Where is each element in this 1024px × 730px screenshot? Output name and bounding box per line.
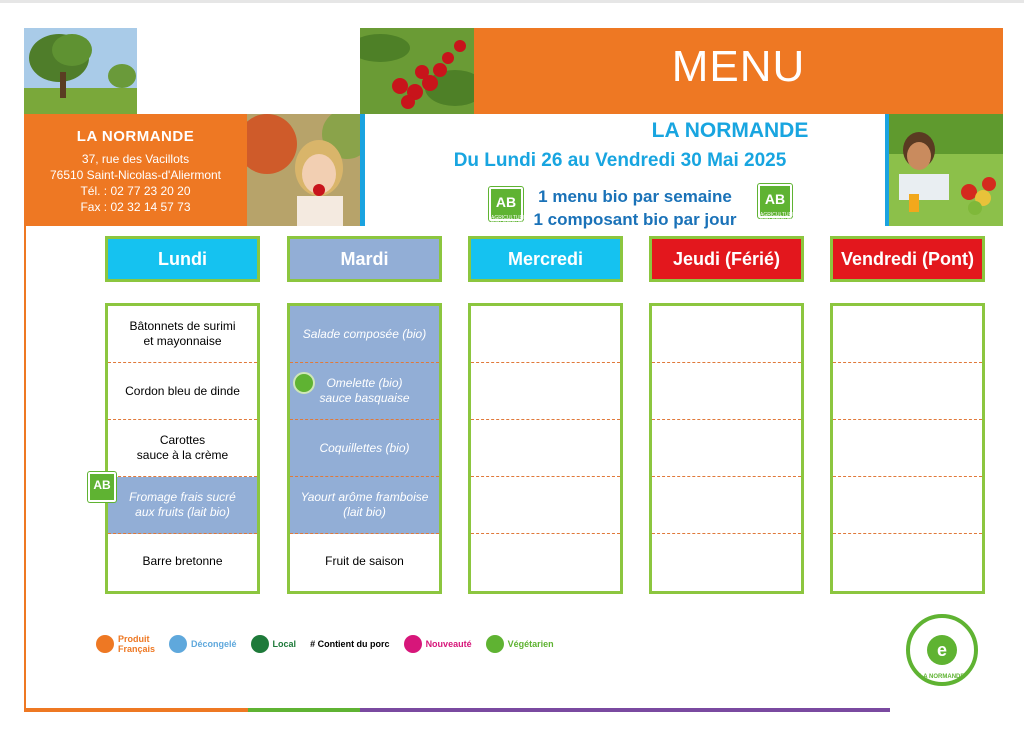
cherries-photo [360, 28, 474, 114]
menu-item: Carottes sauce à la crème [108, 420, 257, 477]
address-fax: Fax : 02 32 14 57 73 [80, 200, 191, 214]
day-column [287, 303, 442, 594]
menu-item [471, 306, 620, 363]
legend-item [169, 635, 237, 653]
bio-line-1: 1 menu bio par semaine [538, 187, 732, 206]
menu-item [833, 534, 982, 589]
produit-francais-icon [96, 635, 114, 653]
menu-item [471, 534, 620, 589]
legend-item [486, 635, 554, 653]
menu-item [652, 363, 801, 420]
legend [96, 634, 554, 654]
legend-item [310, 639, 390, 649]
menu-item [833, 477, 982, 534]
day-column [649, 303, 804, 594]
menu-item: Yaourt arôme framboise (lait bio) [290, 477, 439, 534]
address-city: 76510 Saint-Nicolas-d'Aliermont [49, 168, 222, 182]
menu-item [652, 420, 801, 477]
restaurant-title: LA NORMANDE [651, 119, 809, 142]
leaf-icon [486, 635, 504, 653]
menu-item: Fruit de saison [325, 554, 404, 568]
logo-text: LA NORMANDE [919, 674, 965, 680]
boy-photo [889, 114, 1003, 226]
day-header: Mardi [287, 236, 442, 282]
orchard-photo [24, 28, 137, 114]
bio-line-2: 1 composant bio par jour [533, 210, 737, 229]
legend-item [96, 634, 155, 654]
header-divider-left [360, 114, 365, 226]
day-column [105, 303, 260, 594]
week-dates: Du Lundi 26 au Vendredi 30 Mai 2025 [453, 150, 787, 171]
day-header: Vendredi (Pont) [830, 236, 985, 282]
girl-photo [247, 114, 360, 226]
menu-item [652, 306, 801, 363]
left-border [24, 226, 26, 712]
day-header: Lundi [105, 236, 260, 282]
menu-item [652, 477, 801, 534]
day-column [830, 303, 985, 594]
menu-item: Fromage frais sucré aux fruits (lait bio) [108, 477, 257, 534]
bottom-border-purple [360, 708, 890, 712]
menu-item: Coquillettes (bio) [290, 420, 439, 477]
menu-item [652, 534, 801, 589]
snowflake-icon [169, 635, 187, 653]
ab-bio-icon: AB AGRICULTURE BIOLOGIQUE [758, 184, 792, 218]
local-icon [251, 635, 269, 653]
address-street: 37, rue des Vacillots [81, 152, 190, 166]
legend-label: Nouveauté [425, 639, 472, 649]
legend-label: Local [272, 639, 297, 649]
legend-item [251, 635, 297, 653]
day-header: Jeudi (Férié) [649, 236, 804, 282]
menu-item [471, 477, 620, 534]
day-header: Mercredi [468, 236, 623, 282]
menu-item: Bâtonnets de surimi et mayonnaise [108, 306, 257, 363]
menu-item [833, 306, 982, 363]
address-name: LA NORMANDE [76, 128, 195, 145]
legend-label: Décongelé [191, 639, 237, 649]
menu-item: Omelette (bio) sauce basquaise [290, 363, 439, 420]
menu-title: MENU [671, 42, 806, 91]
new-icon [404, 635, 422, 653]
menu-item [833, 420, 982, 477]
legend-label: Produit Français [118, 634, 156, 654]
menu-item [471, 363, 620, 420]
legend-label: # Contient du porc [310, 639, 390, 649]
address-phone: Tél. : 02 77 23 20 20 [80, 184, 191, 198]
logo-e-icon: e [927, 635, 957, 665]
ab-bio-icon: AB [88, 472, 116, 502]
top-border [0, 0, 1024, 3]
menu-item: Salade composée (bio) [290, 306, 439, 363]
bottom-border-green [248, 708, 360, 712]
menu-item: Barre bretonne [142, 554, 223, 568]
vegetarian-icon [293, 372, 315, 394]
menu-item [471, 420, 620, 477]
legend-label: Végétarien [507, 639, 554, 649]
menu-item [833, 363, 982, 420]
day-column [468, 303, 623, 594]
ab-bio-icon: AB AGRICULTURE BIOLOGIQUE [489, 187, 523, 221]
menu-item: Cordon bleu de dinde [108, 363, 257, 420]
legend-item [404, 635, 472, 653]
bottom-border-orange [24, 708, 248, 712]
la-normande-logo [906, 614, 978, 686]
